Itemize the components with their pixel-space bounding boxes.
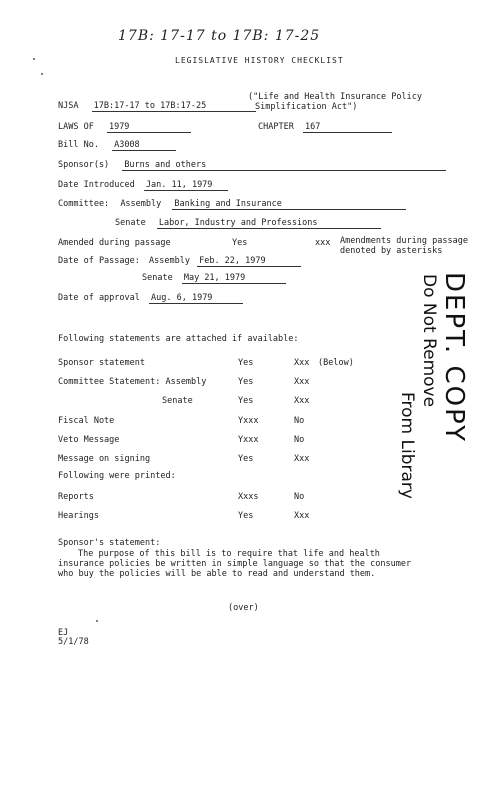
passage-senate-label: Senate bbox=[142, 273, 173, 283]
statement-label: Message on signing bbox=[58, 454, 151, 464]
statement-no: Xxx bbox=[294, 377, 310, 387]
dept-copy-stamp bbox=[396, 272, 468, 499]
statement-label: Sponsor statement bbox=[58, 358, 145, 368]
statement-label: Committee Statement: Assembly bbox=[58, 377, 207, 387]
statement-no: No bbox=[294, 416, 305, 426]
statement-yes: Yes bbox=[238, 358, 254, 368]
chapter-row bbox=[258, 122, 392, 133]
stamp-line3: From Library bbox=[397, 392, 417, 499]
chapter-value: 167 bbox=[303, 122, 392, 133]
sponsor-statement-text: The purpose of this bill is to require that life and health insurance policies be written in simple language so that the consumer who buy the policies will be able to read and understand them. bbox=[58, 549, 412, 579]
bill-no-label: Bill No. bbox=[58, 140, 99, 150]
statement-yes: Yes bbox=[238, 396, 254, 406]
amended-note-line2: denoted by asterisks bbox=[340, 246, 443, 256]
passage-assembly-row bbox=[58, 256, 301, 267]
amended-label: Amended during passage bbox=[58, 238, 171, 248]
document-title: LEGISLATIVE HISTORY CHECKLIST bbox=[175, 56, 344, 65]
passage-senate-value: May 21, 1979 bbox=[182, 273, 286, 284]
scan-speck bbox=[33, 58, 35, 60]
over-note: (over) bbox=[228, 603, 259, 613]
statement-no: No bbox=[294, 435, 305, 445]
statement-yes: Yes bbox=[238, 377, 254, 387]
act-name-line2: Simplification Act") bbox=[255, 102, 358, 112]
statement-label: Fiscal Note bbox=[58, 416, 115, 426]
scan-speck bbox=[41, 73, 43, 75]
njsa-label: NJSA bbox=[58, 101, 79, 111]
printed-no: No bbox=[294, 492, 305, 502]
approval-label: Date of approval bbox=[58, 293, 140, 303]
statement-label: Veto Message bbox=[58, 435, 120, 445]
statement-yes: Yxxx bbox=[238, 435, 259, 445]
passage-label: Date of Passage: bbox=[58, 256, 140, 266]
printed-no: Xxx bbox=[294, 511, 310, 521]
printed-heading: Following were printed: bbox=[58, 471, 176, 481]
committee-assembly-row bbox=[58, 199, 406, 210]
footer-date: 5/1/78 bbox=[58, 637, 89, 647]
printed-label: Reports bbox=[58, 492, 94, 502]
sponsor-statement-heading: Sponsor's statement: bbox=[58, 538, 161, 548]
committee-senate-value: Labor, Industry and Professions bbox=[157, 218, 381, 229]
scan-speck bbox=[96, 620, 98, 622]
sponsors-value: Burns and others bbox=[122, 160, 446, 171]
statement-yes: Yxxx bbox=[238, 416, 259, 426]
printed-yes: Yes bbox=[238, 511, 254, 521]
committee-senate-label: Senate bbox=[115, 218, 146, 228]
sponsors-row bbox=[58, 160, 446, 171]
bill-no-value: A3008 bbox=[112, 140, 176, 151]
approval-row bbox=[58, 293, 243, 304]
chapter-label: CHAPTER bbox=[258, 122, 294, 132]
njsa-row bbox=[58, 101, 256, 112]
handwritten-section-range: 17B: 17-17 to 17B: 17-25 bbox=[118, 28, 321, 44]
approval-value: Aug. 6, 1979 bbox=[149, 293, 243, 304]
laws-of-label: LAWS OF bbox=[58, 122, 94, 132]
committee-assembly-value: Banking and Insurance bbox=[172, 199, 406, 210]
statement-extra: (Below) bbox=[318, 358, 354, 368]
date-introduced-value: Jan. 11, 1979 bbox=[144, 180, 228, 191]
attached-heading: Following statements are attached if available: bbox=[58, 334, 299, 344]
sponsors-label: Sponsor(s) bbox=[58, 160, 110, 170]
printed-label: Hearings bbox=[58, 511, 99, 521]
date-introduced-row bbox=[58, 180, 228, 191]
committee-label: Committee: bbox=[58, 199, 110, 209]
passage-assembly-label: Assembly bbox=[149, 256, 190, 266]
statement-no: Xxx bbox=[294, 358, 310, 368]
statement-yes: Yes bbox=[238, 454, 254, 464]
committee-assembly-label: Assembly bbox=[120, 199, 162, 209]
statement-no: Xxx bbox=[294, 396, 310, 406]
laws-of-value: 1979 bbox=[107, 122, 191, 133]
laws-of-row bbox=[58, 122, 191, 133]
passage-assembly-value: Feb. 22, 1979 bbox=[197, 256, 301, 267]
amended-yes: Yes bbox=[232, 238, 248, 248]
statement-no: Xxx bbox=[294, 454, 310, 464]
njsa-value: 17B:17-17 to 17B:17-25 bbox=[92, 101, 256, 112]
footer-initials: EJ bbox=[58, 628, 69, 638]
statement-label: Senate bbox=[162, 396, 193, 406]
committee-senate-row bbox=[115, 218, 381, 229]
printed-yes: Xxxs bbox=[238, 492, 259, 502]
date-introduced-label: Date Introduced bbox=[58, 180, 135, 190]
bill-no-row bbox=[58, 140, 176, 151]
act-name-line1: ("Life and Health Insurance Policy bbox=[248, 92, 422, 102]
amended-note-line1: Amendments during passage bbox=[340, 236, 468, 246]
amended-mark: xxx bbox=[315, 238, 331, 248]
passage-senate-row bbox=[142, 273, 286, 284]
stamp-line1: DEPT. COPY bbox=[439, 272, 469, 444]
stamp-line2: Do Not Remove bbox=[419, 274, 439, 408]
